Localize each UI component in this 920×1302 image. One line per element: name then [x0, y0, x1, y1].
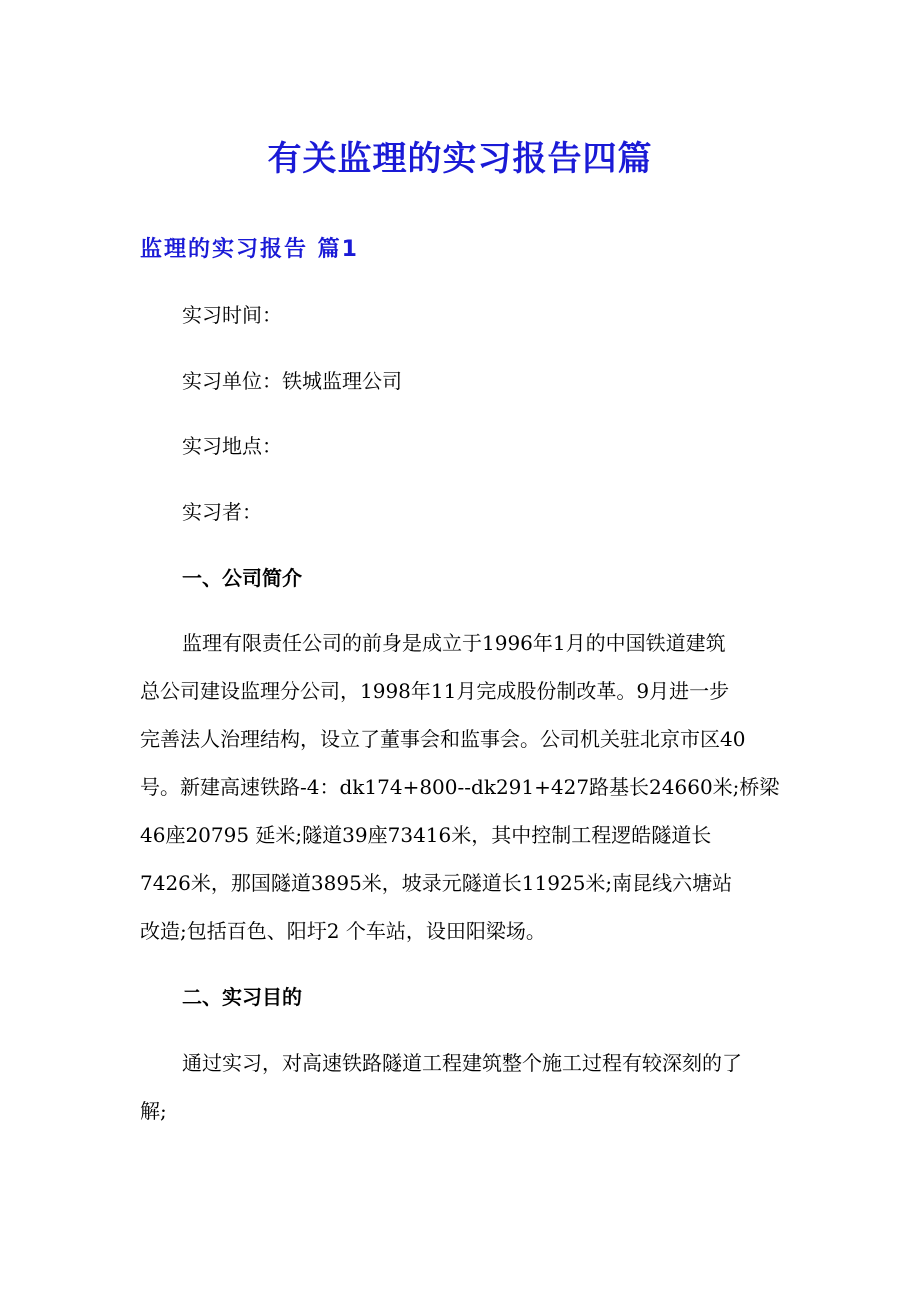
internship-place-field: 实习地点： [182, 434, 282, 458]
document-title: 有关监理的实习报告四篇 [267, 139, 653, 179]
company-intro-heading: 一、公司简介 [182, 566, 302, 590]
paragraph-line: 监理有限责任公司的前身是成立于1996年1月的中国铁道建筑 [182, 631, 726, 655]
section-title: 监理的实习报告 篇1 [140, 237, 359, 262]
internship-purpose-heading: 二、实习目的 [182, 985, 302, 1009]
paragraph-line: 号。新建高速铁路-4：dk174+800--dk291+427路基长24660米;桥梁 [140, 775, 780, 799]
paragraph-line: 完善法人治理结构，设立了董事会和监事会。公司机关驻北京市区40 [140, 727, 746, 751]
internship-unit-field: 实习单位：铁城监理公司 [182, 369, 402, 393]
internship-person-field: 实习者： [182, 500, 262, 524]
paragraph-line: 46座20795 延米;隧道39座73416米，其中控制工程逻皓隧道长 [140, 823, 712, 847]
paragraph-line: 总公司建设监理分公司，1998年11月完成股份制改革。9月进一步 [140, 679, 730, 703]
internship-time-field: 实习时间： [182, 303, 282, 327]
paragraph-line: 通过实习，对高速铁路隧道工程建筑整个施工过程有较深刻的了 [182, 1051, 742, 1075]
paragraph-line: 解; [140, 1099, 167, 1123]
paragraph-line: 改造;包括百色、阳圩2 个车站，设田阳梁场。 [140, 919, 546, 943]
paragraph-line: 7426米，那国隧道3895米，坡录元隧道长11925米;南昆线六塘站 [140, 871, 733, 895]
